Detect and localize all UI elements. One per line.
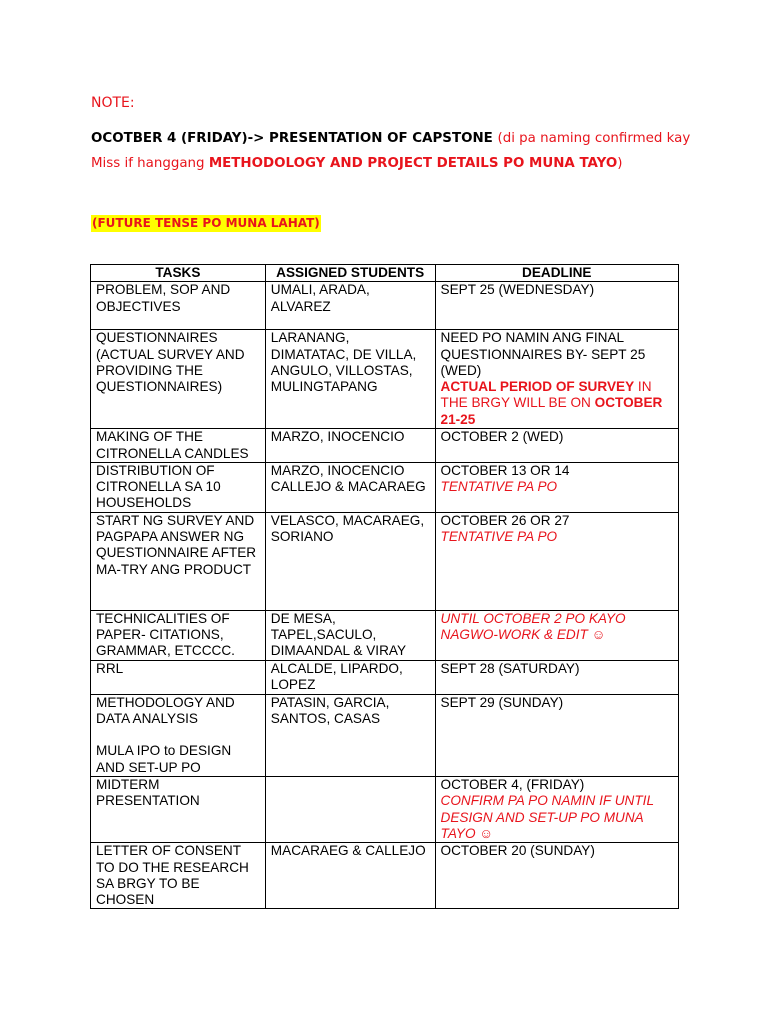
deadline-cell bbox=[435, 512, 678, 610]
task-table bbox=[90, 264, 679, 909]
task-cell: MIDTERM PRESENTATION bbox=[91, 777, 266, 843]
task-cell: PROBLEM, SOP AND OBJECTIVES bbox=[91, 282, 266, 330]
table-row bbox=[91, 777, 679, 843]
survey-period-mid: IN THE BRGY WILL BE ON bbox=[440, 379, 652, 411]
task-cell: DISTRIBUTION OF CITRONELLA SA 10 HOUSEHOLDS bbox=[91, 462, 266, 512]
header-deadline: DEADLINE bbox=[435, 265, 678, 282]
task-text: METHODOLOGY AND DATA ANALYSIS bbox=[96, 694, 235, 727]
future-tense-highlight: (FUTURE TENSE PO MUNA LAHAT) bbox=[92, 216, 320, 230]
students-cell bbox=[265, 777, 435, 843]
task-cell: START NG SURVEY AND PAGPAPA ANSWER NG QUESTIONNAIRE AFTER MA-TRY ANG PRODUCT bbox=[91, 512, 266, 610]
task-cell: RRL bbox=[91, 660, 266, 694]
task-cell: TECHNICALITIES OF PAPER- CITATIONS, GRAMMAR, ETCCCC. bbox=[91, 610, 266, 660]
deadline-note: TENTATIVE PA PO bbox=[440, 479, 558, 495]
headline-bold-text: OCOTBER 4 (FRIDAY)-> PRESENTATION OF CAPSTONE bbox=[91, 131, 498, 146]
students-cell: UMALI, ARADA, ALVAREZ bbox=[265, 282, 435, 330]
headline-red-text-c: ) bbox=[617, 156, 623, 171]
table-row bbox=[91, 330, 679, 429]
headline-red-text-b: METHODOLOGY AND PROJECT DETAILS PO MUNA TAYO bbox=[208, 156, 618, 171]
deadline-text: OCTOBER 13 OR 14 bbox=[440, 462, 570, 478]
deadline-text: NEED PO NAMIN ANG FINAL QUESTIONNAIRES BY- SEPT 25 (WED) bbox=[440, 330, 646, 378]
table-row bbox=[91, 610, 679, 660]
capstone-headline bbox=[91, 126, 691, 176]
deadline-cell: OCTOBER 20 (SUNDAY) bbox=[435, 843, 678, 909]
deadline-cell: SEPT 25 (WEDNESDAY) bbox=[435, 282, 678, 330]
survey-period-dates: OCTOBER 21-25 bbox=[440, 395, 663, 427]
table-row bbox=[91, 694, 679, 776]
header-assigned-students: ASSIGNED STUDENTS bbox=[265, 265, 435, 282]
table-row bbox=[91, 660, 679, 694]
deadline-cell bbox=[435, 610, 678, 660]
students-cell: DE MESA, TAPEL,SACULO, DIMAANDAL & VIRAY bbox=[265, 610, 435, 660]
students-cell: VELASCO, MACARAEG, SORIANO bbox=[265, 512, 435, 610]
headline-red-text-a: (di pa naming confirmed kay Miss if hanggang bbox=[91, 131, 691, 171]
task-cell: LETTER OF CONSENT TO DO THE RESEARCH SA BRGY TO BE CHOSEN bbox=[91, 843, 266, 909]
students-cell: PATASIN, GARCIA, SANTOS, CASAS bbox=[265, 694, 435, 776]
header-tasks: TASKS bbox=[91, 265, 266, 282]
deadline-cell bbox=[435, 462, 678, 512]
table-row bbox=[91, 512, 679, 610]
deadline-cell bbox=[435, 330, 678, 429]
deadline-cell: SEPT 28 (SATURDAY) bbox=[435, 660, 678, 694]
deadline-cell: OCTOBER 2 (WED) bbox=[435, 429, 678, 463]
deadline-note: UNTIL OCTOBER 2 PO KAYO NAGWO-WORK & EDIT ☺ bbox=[440, 610, 626, 643]
deadline-cell: SEPT 29 (SUNDAY) bbox=[435, 694, 678, 776]
students-cell: MACARAEG & CALLEJO bbox=[265, 843, 435, 909]
deadline-note: TENTATIVE PA PO bbox=[440, 529, 558, 545]
task-extra-text: MULA IPO to DESIGN AND SET-UP PO bbox=[96, 743, 232, 775]
note-label: NOTE: bbox=[91, 95, 135, 111]
students-cell: MARZO, INOCENCIO CALLEJO & MACARAEG bbox=[265, 462, 435, 512]
students-cell: LARANANG, DIMATATAC, DE VILLA, ANGULO, VILLOSTAS, MULINGTAPANG bbox=[265, 330, 435, 429]
task-cell bbox=[91, 694, 266, 776]
students-cell: MARZO, INOCENCIO bbox=[265, 429, 435, 463]
table-header-row bbox=[91, 265, 679, 282]
deadline-cell bbox=[435, 777, 678, 843]
table-row bbox=[91, 843, 679, 909]
deadline-text: OCTOBER 26 OR 27 bbox=[440, 512, 570, 528]
table-row bbox=[91, 429, 679, 463]
table-row bbox=[91, 282, 679, 330]
task-cell: QUESTIONNAIRES (ACTUAL SURVEY AND PROVIDING THE QUESTIONNAIRES) bbox=[91, 330, 266, 429]
deadline-note: CONFIRM PA PO NAMIN IF UNTIL DESIGN AND SET-UP PO MUNA TAYO ☺ bbox=[440, 793, 654, 841]
deadline-text: OCTOBER 4, (FRIDAY) bbox=[440, 777, 585, 793]
students-cell: ALCALDE, LIPARDO, LOPEZ bbox=[265, 660, 435, 694]
survey-period-label: ACTUAL PERIOD OF SURVEY bbox=[440, 379, 635, 395]
table-row bbox=[91, 462, 679, 512]
task-cell: MAKING OF THE CITRONELLA CANDLES bbox=[91, 429, 266, 463]
